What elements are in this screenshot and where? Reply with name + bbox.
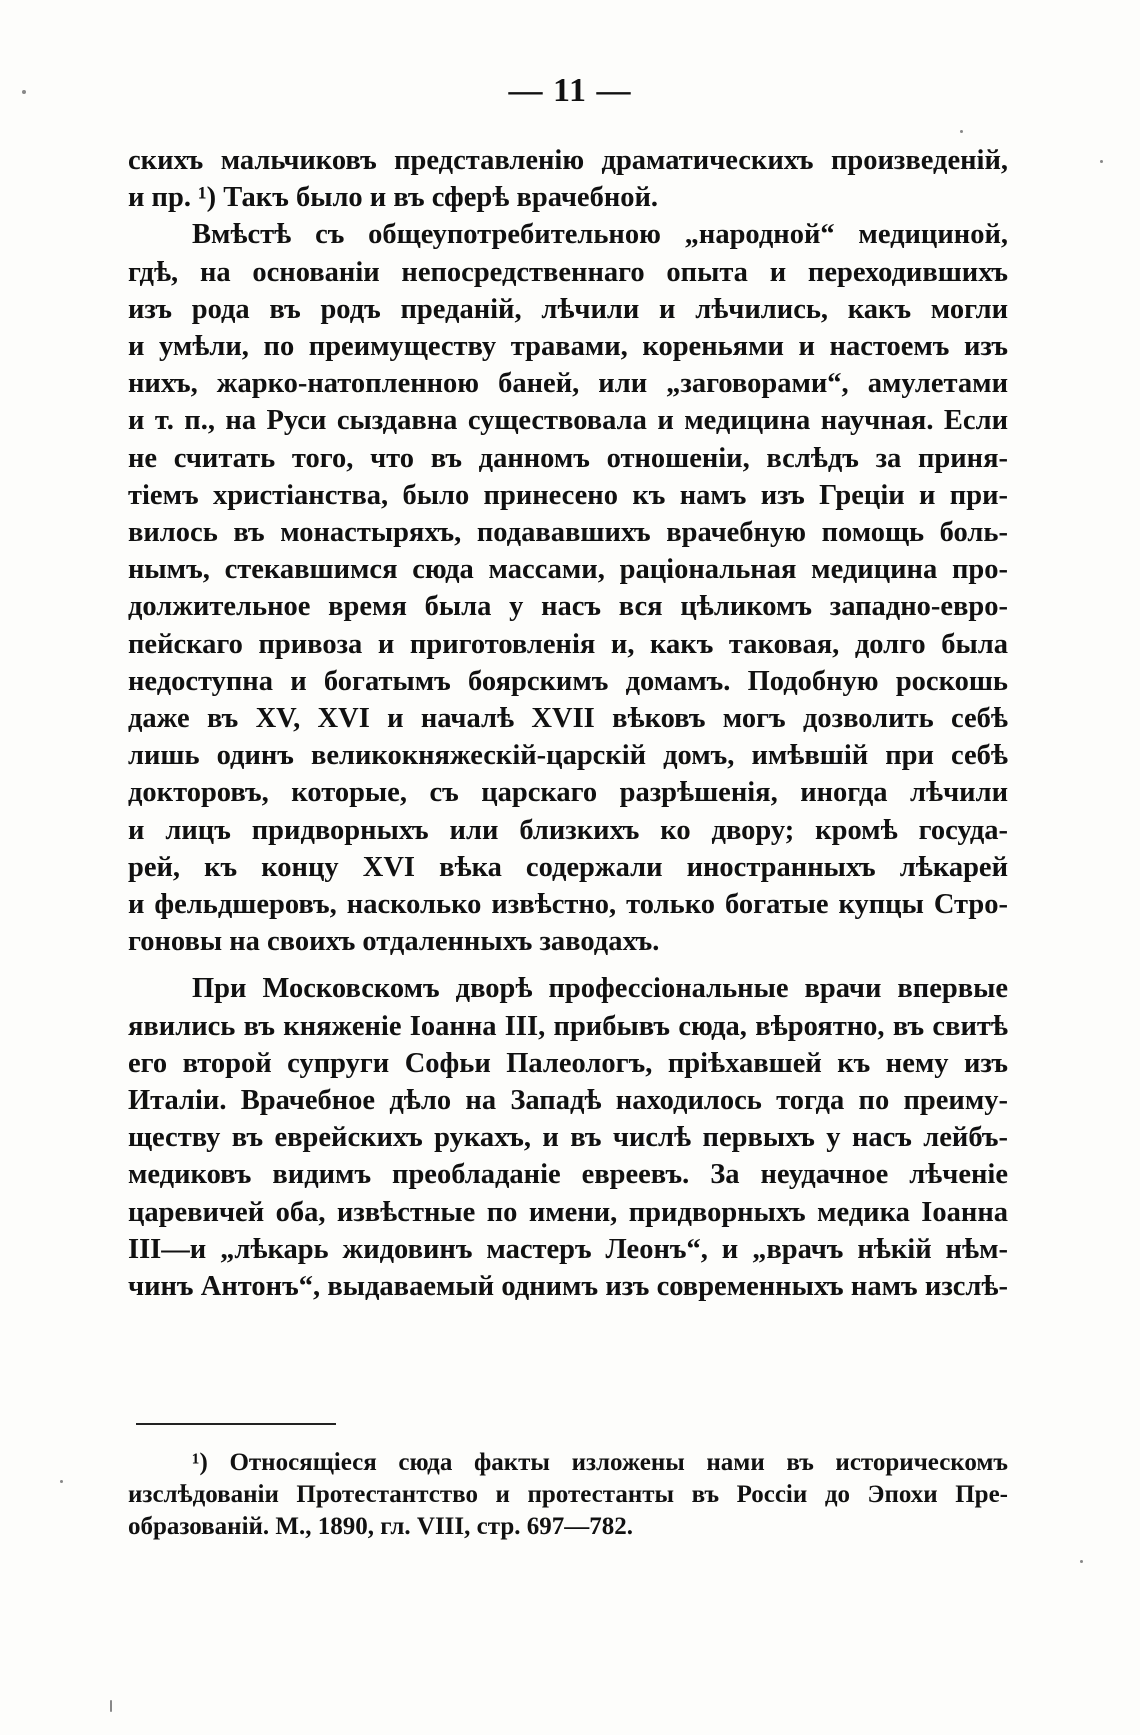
text-line: чинъ Антонъ“, выдаваемый однимъ изъ современныхъ намъ изслѣ- [128, 1271, 1008, 1303]
text-line: При Московскомъ дворѣ профессіональные врачи впервые [192, 973, 1008, 1005]
text-line: изъ рода въ родъ преданій, лѣчили и лѣчились, какъ могли [128, 293, 1008, 325]
footnote [128, 1447, 1008, 1543]
text-line: лишь одинъ великокняжескій-царскій домъ, имѣвшій при себѣ [128, 740, 1008, 772]
text-line: рей, къ концу XVI вѣка содержали иностранныхъ лѣкарей [128, 851, 1008, 883]
text-line: его второй супруги Софьи Палеологъ, пріѣхавшей къ нему изъ [128, 1047, 1008, 1079]
scan-speck [1080, 1560, 1083, 1563]
text-line: и умѣли, по преимуществу травами, кореньями и настоемъ изъ [128, 331, 1008, 363]
text-line: и фельдшеровъ, насколько извѣстно, только богатые купцы Стро- [128, 889, 1008, 921]
text-line: не считать того, что въ данномъ отношеніи, вслѣдъ за приня- [128, 442, 1008, 474]
text-line: нихъ, жарко-натопленною баней, или „заговорами“, амулетами [128, 368, 1008, 400]
text-line: III—и „лѣкарь жидовинъ мастеръ Леонъ“, и „врачъ нѣкій нѣм- [128, 1233, 1008, 1265]
text-line: даже въ XV, XVI и началѣ XVII вѣковъ могъ дозволить себѣ [128, 703, 1008, 735]
text-line: должительное время была у насъ вся цѣликомъ западно-евро- [128, 591, 1008, 623]
scan-speck [22, 90, 26, 94]
text-line: и пр. ¹) Такъ было и въ сферѣ врачебной. [128, 182, 659, 214]
text-line: гдѣ, на основаніи непосредственнаго опыта и переходившихъ [128, 256, 1008, 288]
text-line: докторовъ, которые, съ царскаго разрѣшенія, иногда лѣчили [128, 777, 1008, 809]
text-line: пейскаго привоза и приготовленія и, какъ таковая, долго была [128, 628, 1008, 660]
text-line: царевичей оба, извѣстные по имени, придворныхъ медика Іоанна [128, 1196, 1008, 1228]
footnote-line: образованій. М., 1890, гл. VIII, стр. 697—782. [128, 1513, 633, 1540]
text-line: гоновы на своихъ отдаленныхъ заводахъ. [128, 926, 660, 958]
scan-speck [1100, 160, 1103, 163]
text-line: скихъ мальчиковъ представленію драматическихъ произведеній, [128, 145, 1008, 176]
text-line: Вмѣстѣ съ общеупотребительною „народной“ медициной, [192, 219, 1008, 251]
scan-speck [110, 1700, 112, 1712]
footnote-line: ¹) Относящіеся сюда факты изложены нами въ историческомъ [192, 1449, 1008, 1476]
text-line: тіемъ христіанства, было принесено къ намъ изъ Греціи и при- [128, 479, 1008, 511]
text-line: нымъ, стекавшимся сюда массами, раціональная медицина про- [128, 554, 1008, 586]
scan-speck [960, 130, 963, 133]
paragraph-gap [128, 960, 1008, 970]
body-text [128, 142, 1008, 1305]
footnote-divider [136, 1423, 336, 1425]
scan-speck [60, 1480, 63, 1483]
text-line: и лицъ придворныхъ или близкихъ ко двору; кромѣ госуда- [128, 814, 1008, 846]
page-number: — 11 — [508, 72, 632, 109]
text-line: вилось въ монастыряхъ, подававшихъ врачебную помощь боль- [128, 517, 1008, 549]
text-line: недоступна и богатымъ боярскимъ домамъ. Подобную роскошь [128, 665, 1008, 697]
text-line: ществу въ еврейскихъ рукахъ, и въ числѣ первыхъ у насъ лейбъ- [128, 1122, 1008, 1154]
footnote-line: изслѣдованіи Протестантство и протестанты въ Россіи до Эпохи Пре- [128, 1481, 1008, 1508]
text-line: медиковъ видимъ преобладаніе евреевъ. За неудачное лѣченіе [128, 1159, 1008, 1191]
text-line: и т. п., на Руси сыздавна существовала и медицина научная. Если [128, 405, 1008, 437]
text-line: Италіи. Врачебное дѣло на Западѣ находилось тогда по преиму- [128, 1085, 1008, 1117]
text-line: явились въ княженіе Іоанна III, прибывъ сюда, вѣроятно, въ свитѣ [128, 1010, 1008, 1042]
